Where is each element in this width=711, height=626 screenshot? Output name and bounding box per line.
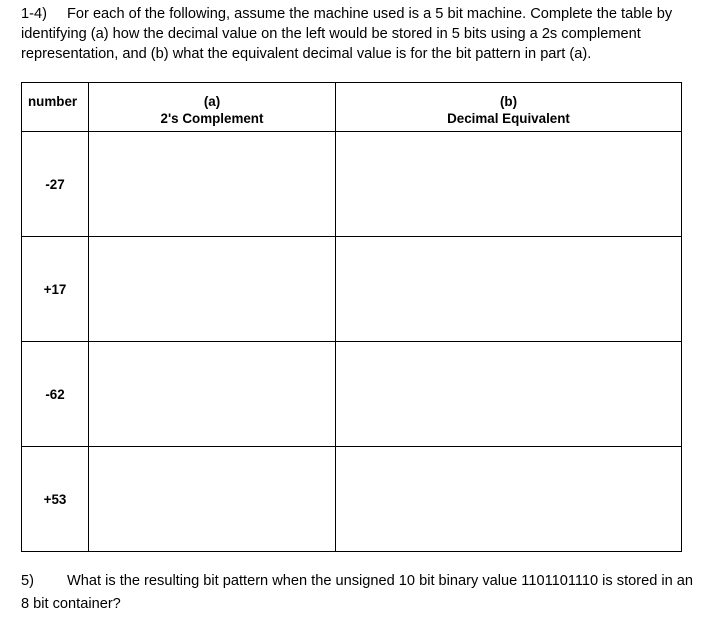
answer-cell-a[interactable] (89, 237, 336, 342)
answer-cell-b[interactable] (336, 237, 682, 342)
question-text: For each of the following, assume the machine used is a 5 bit machine. Complete the table by identifying (a) how the decimal value on the left would be stored in 5 bits using a 2s complement representation, and (b) what the equivalent decimal value is for the bit pattern in part (a). (21, 6, 673, 62)
answer-cell-a[interactable] (89, 132, 336, 237)
row-number: +53 (22, 447, 89, 552)
answer-cell-a[interactable] (89, 342, 336, 447)
answer-cell-b[interactable] (336, 342, 682, 447)
row-number: -62 (22, 342, 89, 447)
row-number: -27 (22, 132, 89, 237)
header-a-title: 2's Complement (160, 111, 264, 126)
answer-cell-b[interactable] (336, 132, 682, 237)
header-twos-complement (89, 83, 336, 132)
header-b-title: Decimal Equivalent (447, 111, 570, 126)
question-5 (21, 570, 701, 616)
answer-table (21, 82, 682, 552)
question-number: 5) (21, 573, 34, 589)
table-row (22, 237, 682, 342)
answer-cell-a[interactable] (89, 447, 336, 552)
header-row (22, 83, 682, 132)
header-a-label: (a) (203, 94, 221, 109)
header-decimal-equivalent (336, 83, 682, 132)
header-number: number (22, 83, 89, 132)
question-text: What is the resulting bit pattern when the unsigned 10 bit binary value 1101101110 is stored in an 8 bit container? (21, 573, 694, 612)
header-b-label: (b) (499, 94, 518, 109)
table-row (22, 132, 682, 237)
question-number: 1-4) (21, 6, 47, 22)
row-number: +17 (22, 237, 89, 342)
answer-cell-b[interactable] (336, 447, 682, 552)
question-1-4 (21, 4, 701, 64)
table-row (22, 342, 682, 447)
table-row (22, 447, 682, 552)
